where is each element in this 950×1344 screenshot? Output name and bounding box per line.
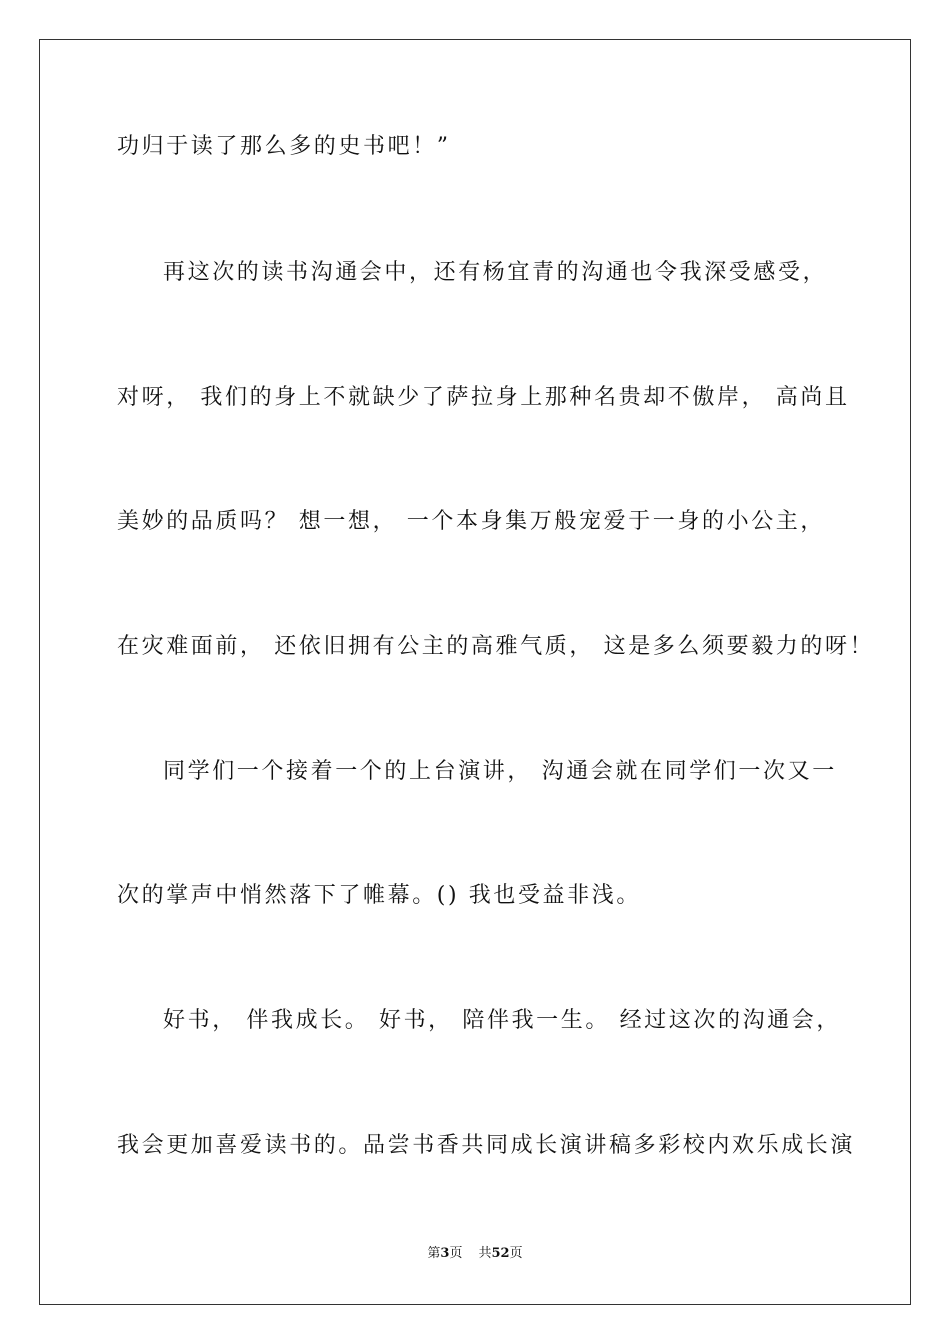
total-prefix: 共 [478,1246,492,1261]
text-line: 美妙的品质吗？ 想一想， 一个本身集万般宠爱于一身的小公主， [117,509,825,534]
current-page-number: 3 [440,1246,450,1261]
page-suffix: 页 [449,1246,463,1261]
page-prefix: 第 [427,1246,441,1261]
text-line: 在灾难面前， 还依旧拥有公主的高雅气质， 这是多么须要毅力的呀！ [117,634,875,659]
text-line: 次的掌声中悄然落下了帷幕。() 我也受益非浅。 [117,883,641,908]
paragraph-start-line: 好书， 伴我成长。 好书， 陪伴我一生。 经过这次的沟通会， [163,1008,841,1033]
text-line: 对呀， 我们的身上不就缺少了萨拉身上那种名贵却不傲岸， 高尚且 [117,385,850,410]
page-border [39,39,911,1305]
text-line: 我会更加喜爱读书的。品尝书香共同成长演讲稿多彩校内欢乐成长演 [117,1133,856,1158]
total-suffix: 页 [509,1246,523,1261]
page-footer [0,1246,950,1262]
text-line: 功归于读了那么多的史书吧！” [117,134,451,159]
total-page-count: 52 [491,1246,510,1261]
paragraph-start-line: 再这次的读书沟通会中，还有杨宜青的沟通也令我深受感受， [163,260,828,285]
paragraph-start-line: 同学们一个接着一个的上台演讲， 沟通会就在同学们一次又一 [163,759,837,784]
